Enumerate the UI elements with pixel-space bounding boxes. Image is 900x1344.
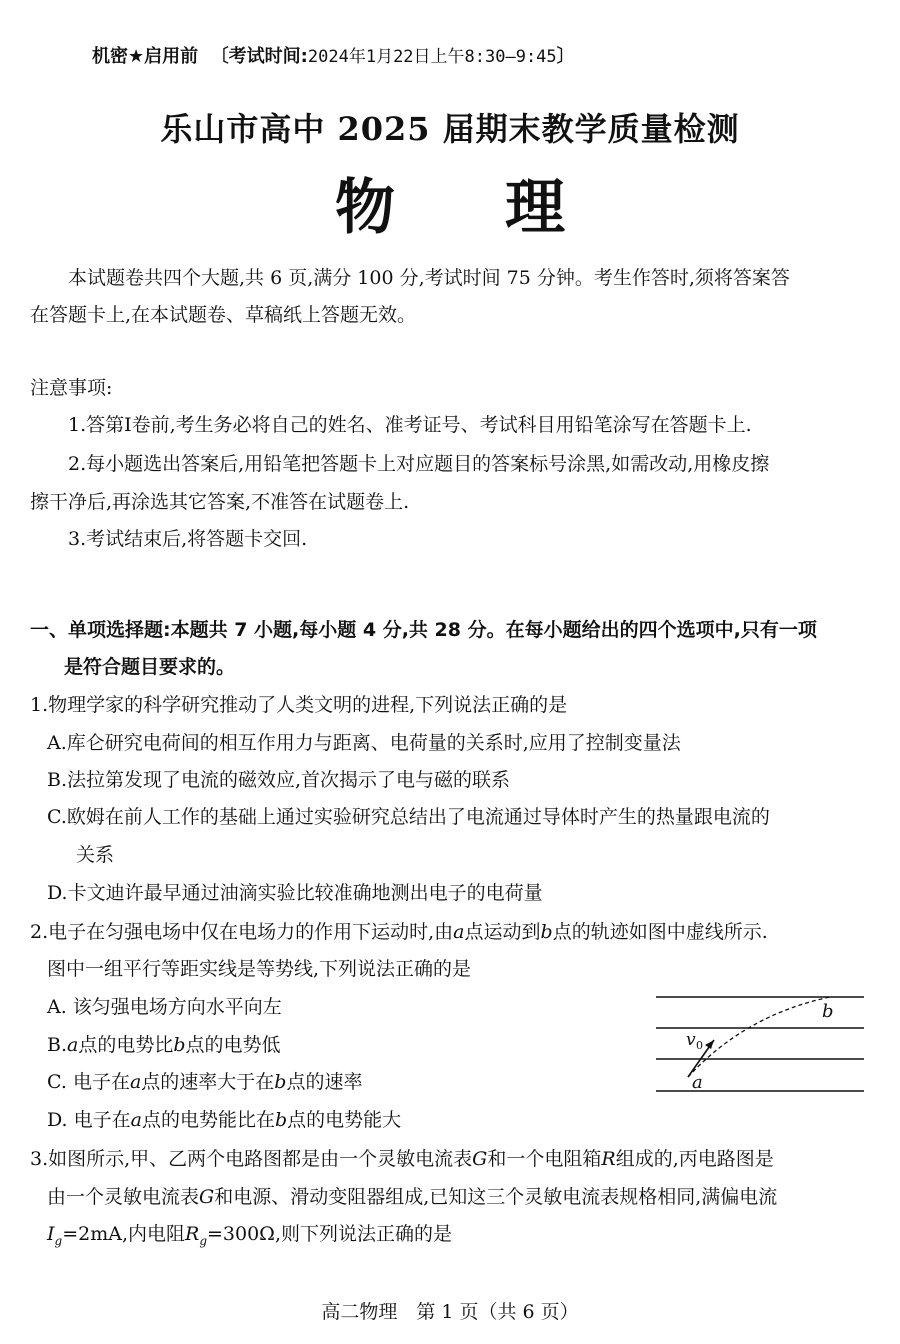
secret-label: 机密★启用前 (92, 46, 199, 67)
intro-line-2: 在答题卡上,在本试题卷、草稿纸上答题无效。 (30, 304, 417, 326)
q2-d-pre: D. 电子在 (47, 1109, 131, 1131)
q3-line-2 (47, 1182, 777, 1209)
exam-title: 乐山市高中 2025 届期末教学质量检测 (160, 110, 740, 148)
q2-c-var-a: a (129, 1071, 142, 1093)
q2-option-a: A. 该匀强电场方向水平向左 (47, 996, 282, 1018)
v0-subscript: 0 (696, 1039, 703, 1052)
q2-b-var-a: a (67, 1034, 79, 1056)
q2-d-var-b: b (274, 1109, 288, 1131)
q2-b-post: 点的电势低 (185, 1034, 281, 1056)
notice-item-1: 1.答第Ⅰ卷前,考生务必将自己的姓名、准考证号、考试科目用铅笔涂写在答题卡上. (68, 414, 752, 436)
q2-c-pre: C. 电子在 (47, 1071, 130, 1093)
q3-l1-g: G (472, 1148, 488, 1170)
q2-option-d (47, 1105, 401, 1132)
q3-rg-sub: g (199, 1233, 207, 1248)
q2-c-post: 点的速率 (286, 1071, 363, 1093)
q2-d-var-a: a (130, 1109, 142, 1131)
q3-l1-r: R (601, 1148, 616, 1170)
q2-b-mid: 点的电势比 (78, 1034, 174, 1056)
q2-d-mid: 点的电势能比在 (141, 1109, 275, 1131)
v0-label: v (686, 1030, 696, 1050)
q2-stem-text-c: 点的轨迹如图中虚线所示. (552, 921, 768, 943)
exam-time-close: 〕 (556, 46, 575, 67)
trajectory-dashed (688, 997, 830, 1077)
q2-stem-text-b: 点运动到 (464, 921, 541, 943)
q2-b-pre: B. (47, 1034, 68, 1056)
intro-line-1: 本试题卷共四个大题,共 6 页,满分 100 分,考试时间 75 分钟。考生作答时,须将答案答 (68, 267, 790, 289)
q3-rg-symbol: R (185, 1223, 200, 1245)
section-1-heading-line-1: 一、单项选择题:本题共 7 小题,每小题 4 分,共 28 分。在每小题给出的四个选项中,只有一项 (30, 619, 817, 641)
notice-item-3: 3.考试结束后,将答题卡交回. (68, 528, 308, 550)
q2-equipotential-figure (650, 985, 870, 1105)
q2-stem-text-a: 2.电子在匀强电场中仅在电场力的作用下运动时,由 (30, 921, 454, 943)
q1-option-c-line-2: 关系 (76, 844, 115, 866)
q2-option-b (47, 1030, 281, 1057)
notice-item-2-line-2: 擦干净后,再涂选其它答案,不准答在试题卷上. (30, 491, 410, 513)
q3-ig-symbol: I (47, 1223, 55, 1245)
q1-stem: 1.物理学家的科学研究推动了人类文明的进程,下列说法正确的是 (30, 694, 568, 716)
q3-l1-c: 组成的,丙电路图是 (615, 1148, 774, 1170)
q3-ig-sub: g (54, 1233, 63, 1248)
confidential-header (92, 42, 575, 68)
point-b-label: b (822, 1001, 834, 1022)
q2-d-post: 点的电势能大 (287, 1109, 402, 1131)
page-footer: 高二物理 第 1 页（共 6 页） (321, 1301, 579, 1323)
exam-time-value: 2024年1月22日上午8:30—9:45 (307, 47, 557, 67)
q2-b-var-b: b (173, 1034, 186, 1056)
q2-c-mid: 点的速率大于在 (141, 1071, 275, 1093)
q3-l3-a: =2mA,内电阻 (62, 1223, 185, 1245)
q2-stem-line-1 (30, 917, 768, 944)
q3-l1-a: 3.如图所示,甲、乙两个电路图都是由一个灵敏电流表 (30, 1148, 473, 1170)
subject-title: 物理 (335, 173, 675, 243)
q3-l2-a: 由一个灵敏电流表 (47, 1186, 200, 1208)
q3-l1-b: 和一个电阻箱 (487, 1148, 602, 1170)
notice-item-2-line-1: 2.每小题选出答案后,用铅笔把答题卡上对应题目的答案标号涂黑,如需改动,用橡皮擦 (68, 453, 770, 475)
section-1-heading-line-2: 是符合题目要求的。 (64, 656, 236, 678)
q2-var-b: b (540, 921, 553, 943)
q2-var-a: a (453, 921, 465, 943)
q3-line-1 (30, 1144, 774, 1171)
q3-l2-b: 和电源、滑动变阻器组成,已知这三个灵敏电流表规格相同,满偏电流 (214, 1186, 778, 1208)
q1-option-d: D.卡文迪许最早通过油滴实验比较准确地测出电子的电荷量 (47, 882, 543, 904)
q3-l2-g: G (199, 1186, 215, 1208)
velocity-arrowhead (705, 1040, 714, 1049)
exam-time-label: 〔考试时间: (210, 46, 308, 67)
q2-c-var-b: b (274, 1071, 287, 1093)
q1-option-b: B.法拉第发现了电流的磁效应,首次揭示了电与磁的联系 (47, 769, 511, 791)
q3-l3-b: =300Ω,则下列说法正确的是 (207, 1223, 452, 1245)
q1-option-a: A.库仑研究电荷间的相互作用力与距离、电荷量的关系时,应用了控制变量法 (47, 732, 681, 754)
notice-heading: 注意事项: (30, 377, 113, 399)
q2-option-c (47, 1067, 362, 1094)
point-a-label: a (692, 1072, 703, 1093)
q2-stem-line-2: 图中一组平行等距实线是等势线,下列说法正确的是 (47, 958, 472, 980)
q1-option-c-line-1: C.欧姆在前人工作的基础上通过实验研究总结出了电流通过导体时产生的热量跟电流的 (47, 806, 770, 828)
q3-line-3 (47, 1219, 452, 1248)
